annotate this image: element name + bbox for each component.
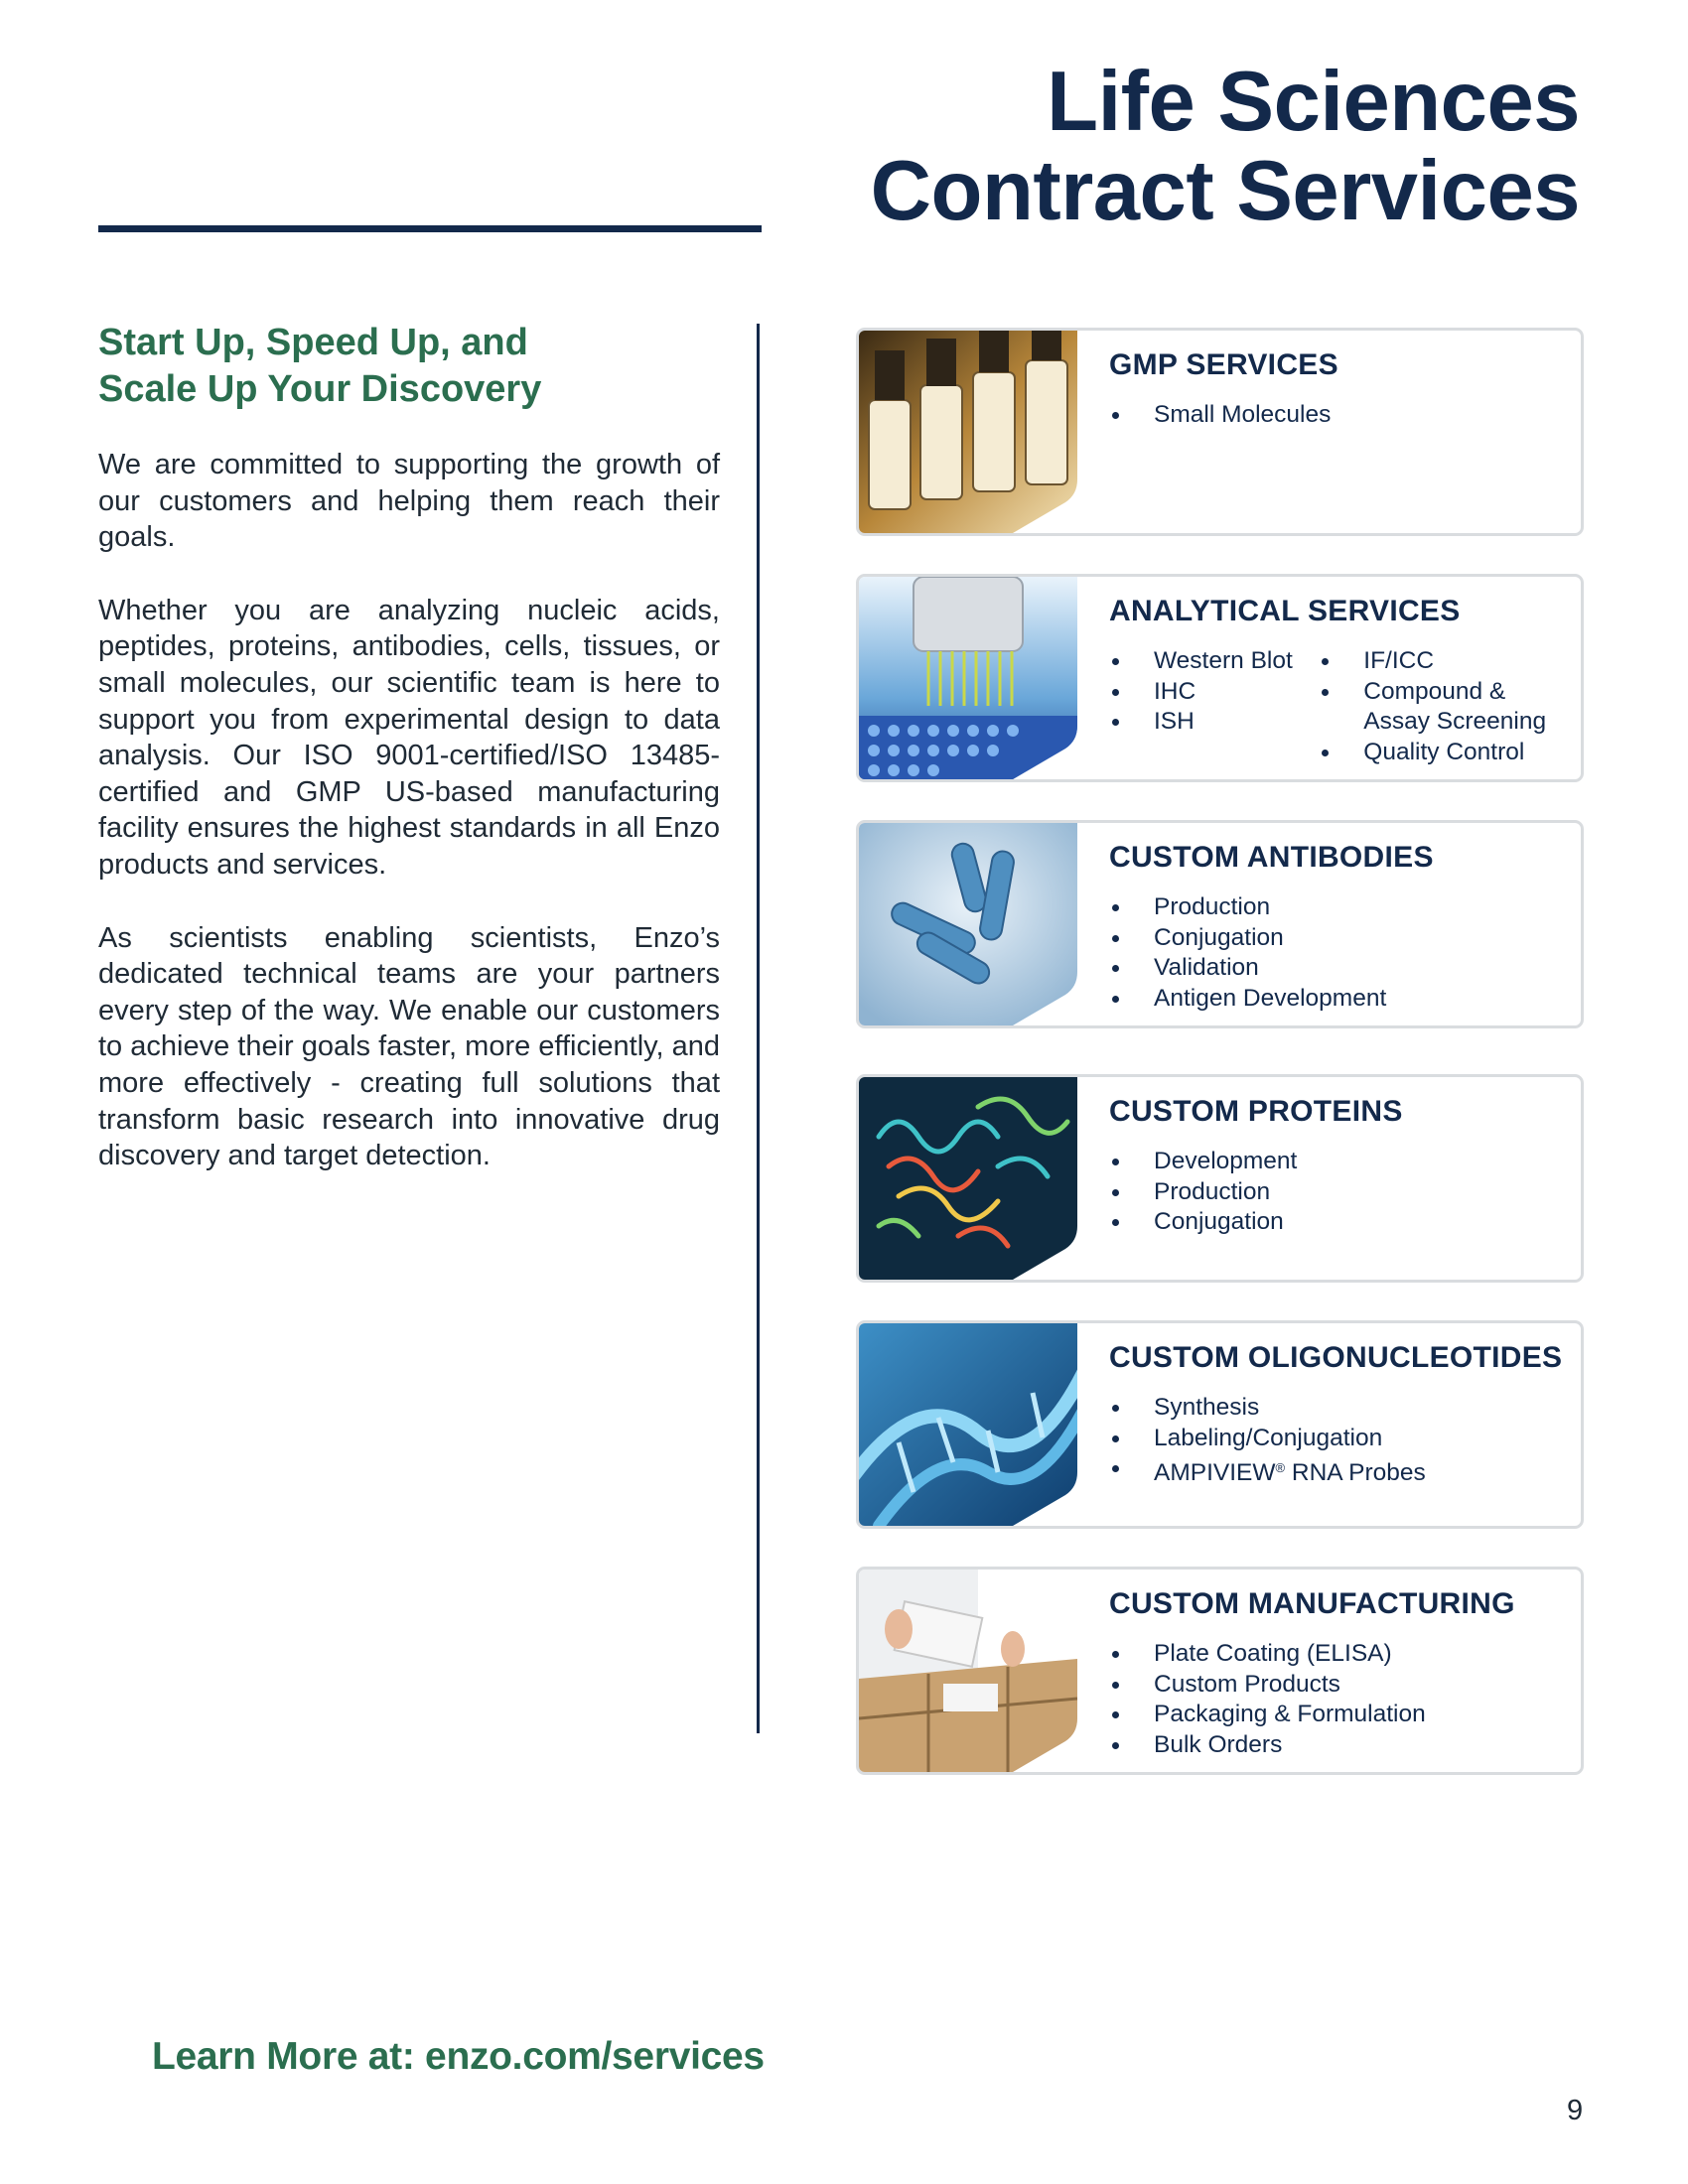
list-item: Conjugation [1109,923,1386,954]
learn-more-link[interactable]: Learn More at: enzo.com/services [152,2035,765,2078]
vials-photo-icon [859,331,1077,533]
intro-paragraph-3: As scientists enabling scientists, Enzo’s dedicated technical teams are your partners every step of the way. We enable our customers to achieve their goals faster, more efficiently, and more effectively - creating full solutions that transform basic research into innovative drug discovery and target detection. [98,921,720,1172]
list-item: Production [1109,1177,1297,1208]
title-line-1: Life Sciences [1047,55,1580,149]
list-item: Packaging & Formulation [1109,1700,1426,1730]
list-item: Small Molecules [1109,400,1331,431]
service-list [1109,1393,1426,1489]
list-item: Western Blot [1109,646,1293,677]
list-item: Antigen Development [1109,984,1386,1015]
list-item: Quality Control [1319,738,1546,768]
header-rule [98,225,762,232]
registered-mark: ® [1275,1460,1286,1475]
column-divider [757,324,760,1733]
list-item: ISH [1109,707,1293,738]
list-item: Development [1109,1147,1297,1177]
service-list [1109,400,1331,431]
service-title: CUSTOM OLIGONUCLEOTIDES [1109,1341,1563,1374]
title-line-2: Contract Services [870,144,1580,238]
antibody-photo-icon [859,823,1077,1025]
service-card-proteins [856,1074,1584,1283]
service-card-oligonucleotides [856,1320,1584,1529]
list-item: Plate Coating (ELISA) [1109,1639,1426,1670]
ampiview-brand: AMPIVIEW [1154,1459,1276,1486]
list-item-line: Compound & [1363,677,1506,705]
list-item: Production [1109,892,1386,923]
list-item: Validation [1109,953,1386,984]
packaging-boxes-photo-icon [859,1570,1077,1772]
service-title: ANALYTICAL SERVICES [1109,595,1461,627]
page-number: 9 [1567,2095,1584,2126]
service-title: CUSTOM PROTEINS [1109,1095,1403,1128]
service-list [1109,1639,1426,1760]
intro-paragraph-2: Whether you are analyzing nucleic acids, peptides, proteins, antibodies, cells, tissues, or small molecules, our scientific team is here to support you from experimental design to data analysis. Our ISO 9001-certified/ISO 13485-certified and GMP US-based manufacturing facility ensures the highest standards in all Enzo products and services. [98,594,720,881]
protein-structure-photo-icon [859,1077,1077,1280]
list-item: IHC [1109,677,1293,708]
service-list-col-2 [1319,646,1546,767]
service-title: CUSTOM ANTIBODIES [1109,841,1434,874]
dna-helix-photo-icon [859,1323,1077,1526]
service-card-gmp [856,328,1584,536]
ampiview-rest: RNA Probes [1285,1459,1426,1486]
service-list-col-1 [1109,646,1293,738]
page-title [870,55,1580,238]
list-item: Bulk Orders [1109,1730,1426,1761]
service-card-manufacturing [856,1567,1584,1775]
intro-section [98,320,720,1211]
service-card-antibodies [856,820,1584,1028]
service-list [1109,892,1386,1014]
list-item-line: Assay Screening [1363,708,1547,735]
service-title: GMP SERVICES [1109,348,1338,381]
list-item: Custom Products [1109,1670,1426,1701]
list-item: Conjugation [1109,1207,1297,1238]
intro-paragraph-1: We are committed to supporting the growth of our customers and helping them reach their goals. [98,449,720,554]
list-item: Labeling/Conjugation [1109,1424,1426,1454]
intro-heading [98,320,720,413]
list-item [1109,1453,1426,1489]
list-item [1319,677,1546,738]
service-title: CUSTOM MANUFACTURING [1109,1587,1515,1620]
pipette-plate-photo-icon [859,577,1077,779]
service-card-analytical [856,574,1584,782]
intro-heading-line-1: Start Up, Speed Up, and [98,322,528,363]
service-list [1109,1147,1297,1238]
list-item: Synthesis [1109,1393,1426,1424]
list-item: IF/ICC [1319,646,1546,677]
intro-heading-line-2: Scale Up Your Discovery [98,368,542,410]
